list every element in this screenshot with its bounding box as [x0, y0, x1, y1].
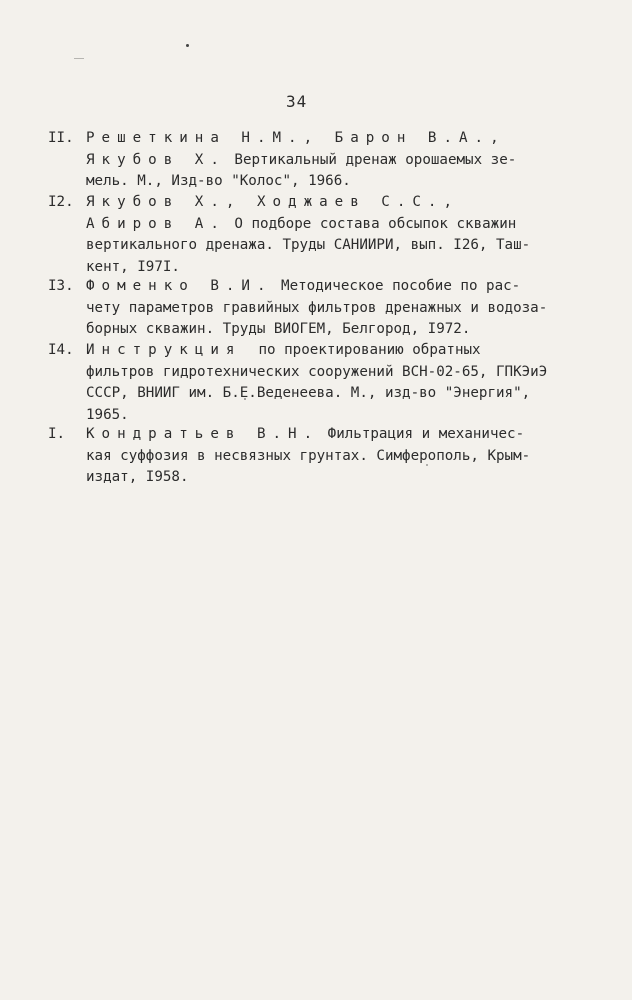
reference-text: фильтров гидротехнических сооружений ВСН-02-65, ГПКЭиЭ	[86, 363, 548, 380]
reference-entry	[48, 340, 608, 426]
reference-author: Якубов Х., Ходжаев С.С.,	[86, 194, 459, 210]
reference-text: кая суффозия в несвязных грунтах. Симферополь, Крым-	[86, 447, 531, 464]
reference-number: II.	[48, 130, 74, 146]
reference-line	[48, 171, 608, 193]
reference-author: Инструкция	[86, 342, 242, 358]
reference-number: I4.	[48, 342, 74, 358]
reference-text: чету параметров гравийных фильтров дренажных и водоза-	[86, 299, 548, 316]
reference-author: Абиров А.	[86, 215, 226, 232]
reference-number: I.	[48, 426, 66, 442]
reference-text: кент, I97I.	[86, 258, 180, 275]
reference-line	[48, 340, 608, 362]
reference-line	[48, 383, 608, 405]
reference-author: Якубов Х.	[86, 151, 226, 168]
reference-text: 1965.	[86, 406, 129, 423]
reference-number: I2.	[48, 194, 74, 210]
reference-line	[48, 214, 608, 236]
reference-line	[48, 298, 608, 320]
reference-line	[48, 446, 608, 468]
reference-entry	[48, 192, 608, 278]
reference-text: Фильтрация и механичес-	[319, 426, 525, 442]
reference-line	[48, 235, 608, 257]
scan-speck	[74, 58, 84, 59]
reference-author: Фоменко В.И.	[86, 278, 273, 294]
reference-line	[48, 192, 608, 214]
reference-entry	[48, 276, 608, 341]
reference-line	[48, 276, 608, 298]
scan-speck	[186, 44, 189, 47]
reference-text: Вертикальный дренаж орошаемых зе-	[225, 151, 517, 168]
reference-text: издат, I958.	[86, 469, 189, 485]
reference-text: СССР, ВНИИГ им. Б.Е.Веденеева. М., изд-во "Энергия",	[86, 385, 531, 401]
reference-author: Кондратьев В.Н.	[86, 426, 320, 442]
reference-text: О подборе состава обсыпок скважин	[225, 215, 517, 232]
reference-line	[48, 319, 608, 341]
reference-author: Решеткина Н.М., Барон В.А.,	[86, 130, 506, 146]
reference-text: мель. М., Изд-во "Колос", 1966.	[86, 173, 351, 189]
reference-text: Методическое пособие по рас-	[272, 278, 521, 294]
reference-text: вертикального дренажа. Труды САНИИРИ, вып. I26, Таш-	[86, 237, 531, 253]
reference-text: борных скважин. Труды ВИОГЕМ, Белгород, I972.	[86, 321, 471, 337]
reference-line	[48, 150, 608, 172]
reference-entry	[48, 128, 608, 193]
page-number: 34	[286, 92, 308, 111]
reference-line	[48, 467, 608, 489]
reference-text: по проектированию обратных	[241, 342, 481, 358]
reference-entry	[48, 424, 608, 489]
reference-line	[48, 362, 608, 384]
reference-line	[48, 257, 608, 279]
reference-line	[48, 405, 608, 427]
reference-line	[48, 128, 608, 150]
reference-line	[48, 424, 608, 446]
reference-number: I3.	[48, 278, 74, 294]
